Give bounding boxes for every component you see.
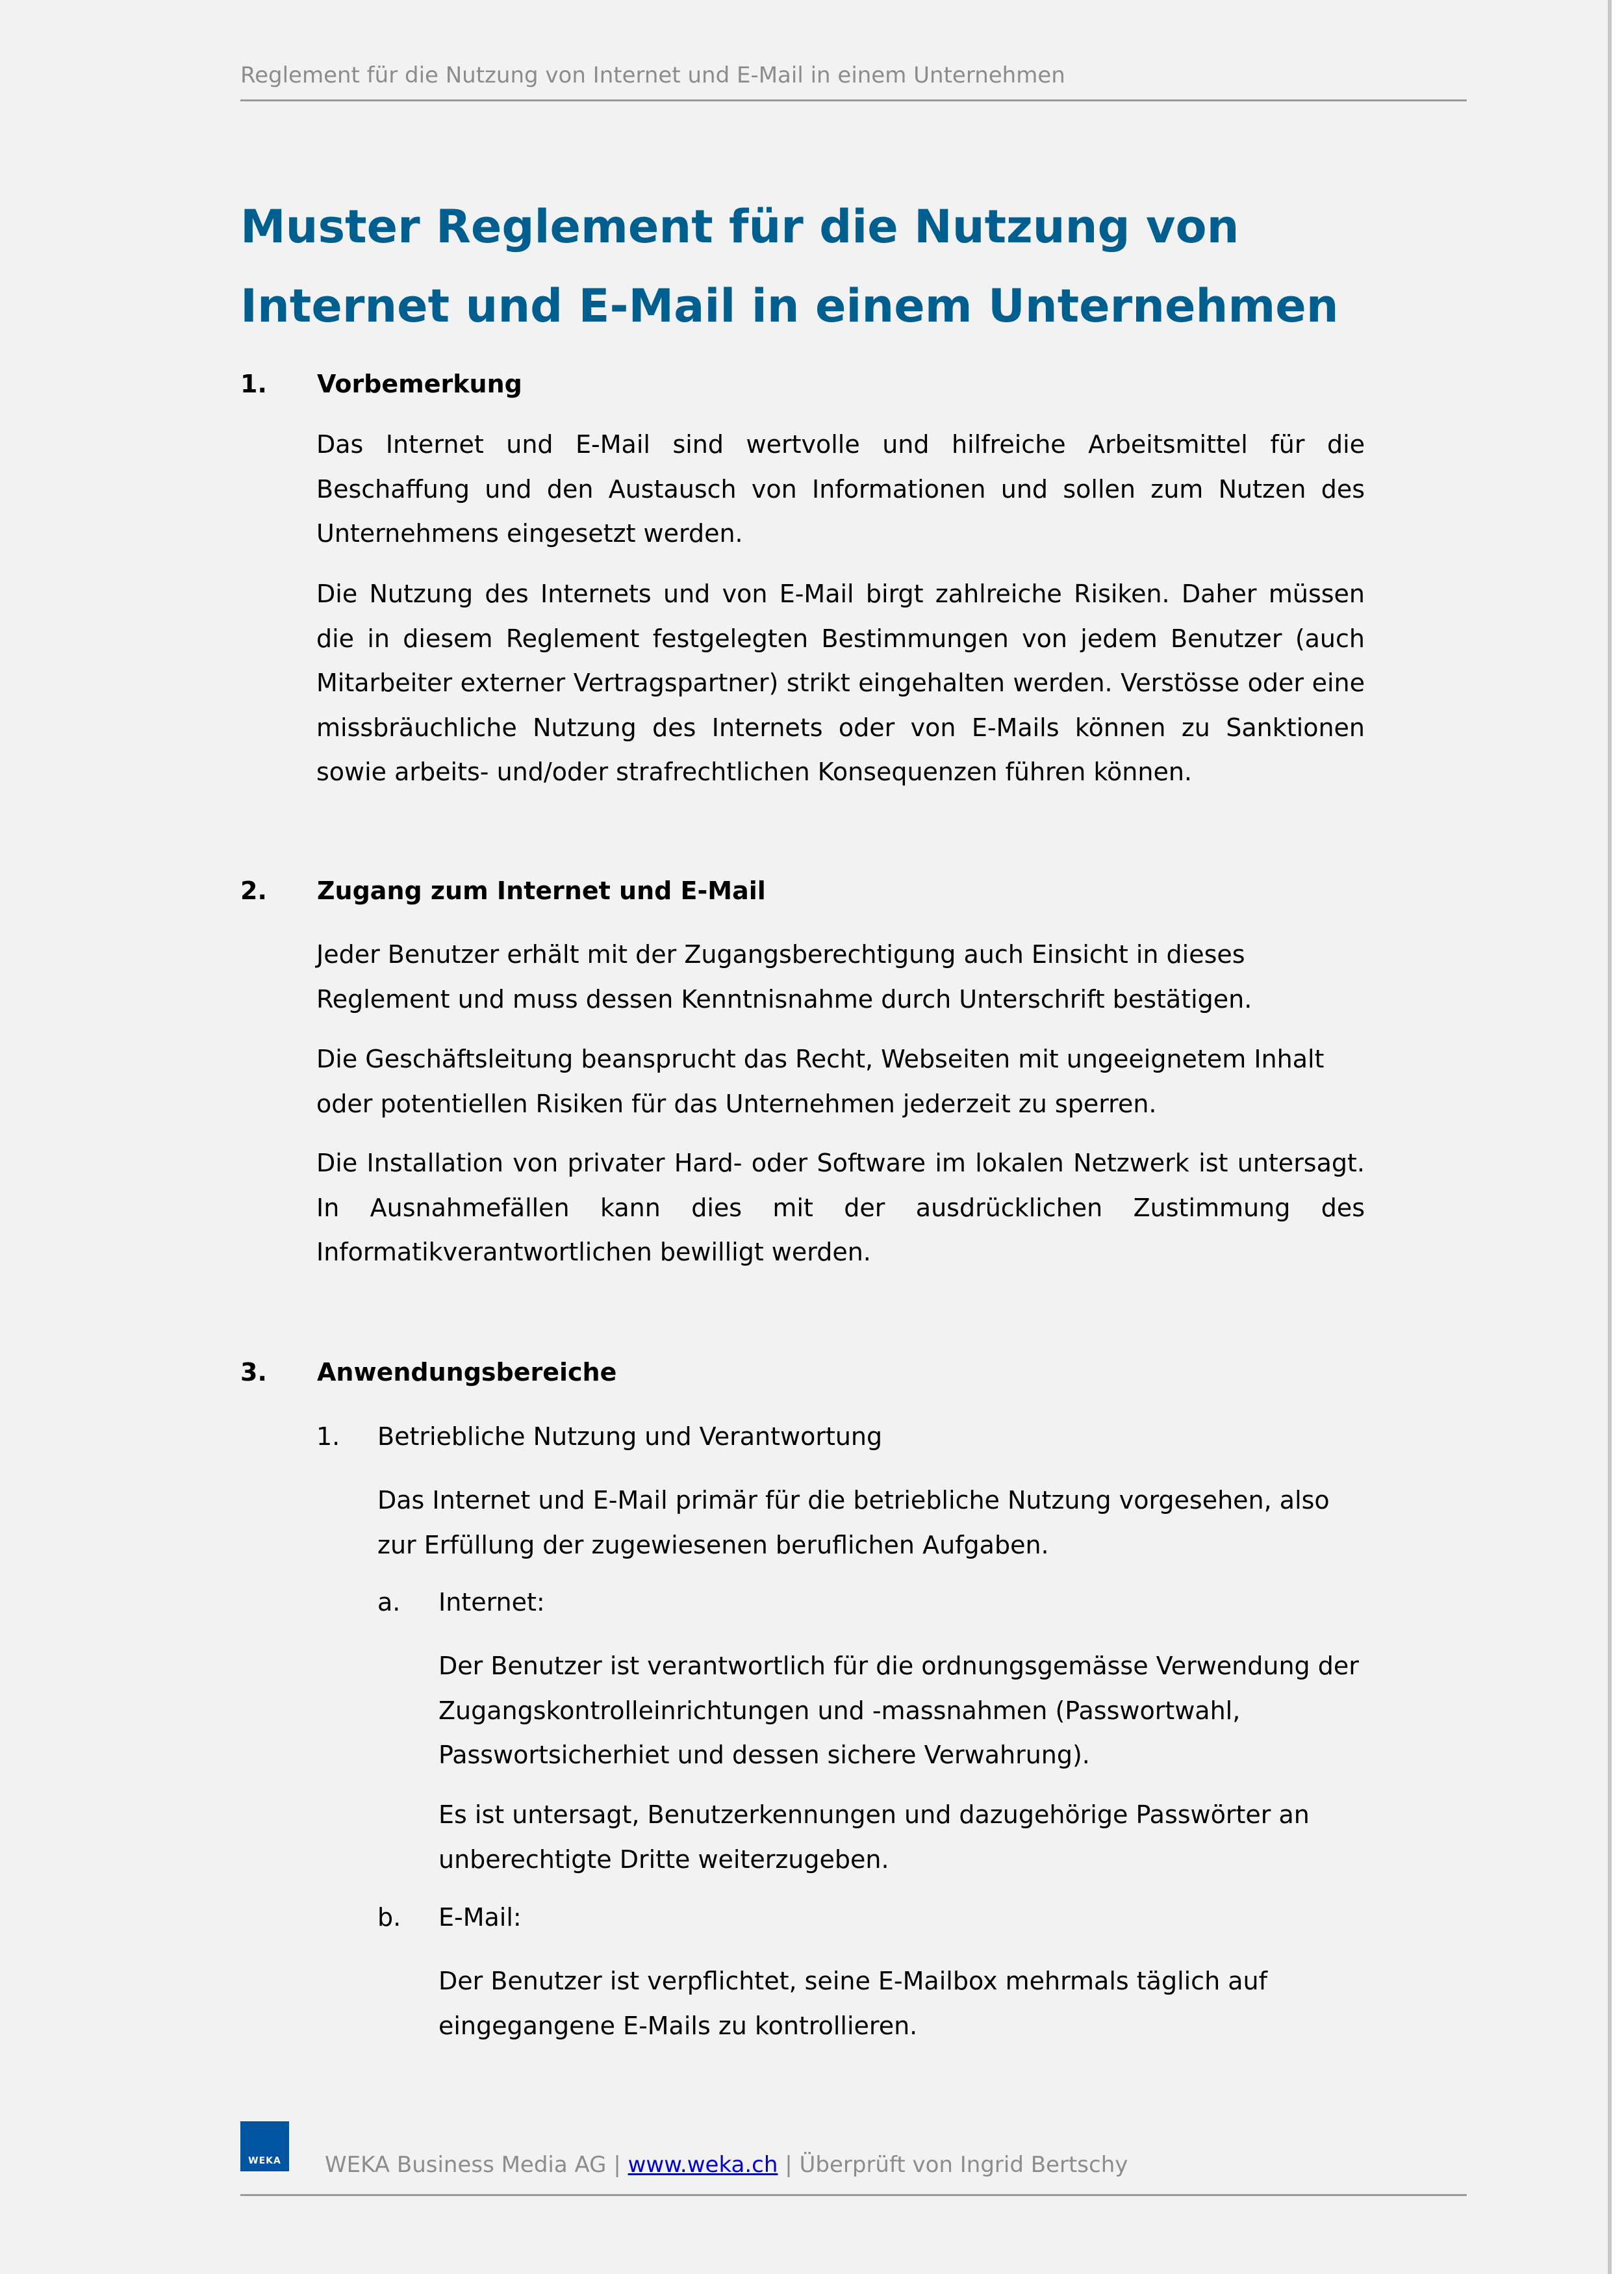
subsection-title: Betriebliche Nutzung und Verantwortung bbox=[377, 1422, 883, 1451]
weka-logo bbox=[240, 2121, 289, 2171]
document-title bbox=[240, 187, 1475, 346]
footer-company: WEKA Business Media AG | bbox=[325, 2152, 621, 2178]
item-b-heading bbox=[377, 1903, 522, 1932]
section-3-heading bbox=[240, 1358, 616, 1386]
section-number: 1. bbox=[240, 370, 267, 398]
section-2-paragraph-3: Die Installation von privater Hard- oder Software im lokalen Netzwerk ist untersagt. In Ausnahmefällen kann dies mit der ausdrücklichen Zustimmung des Informatikverantwortlichen bewilligt werden. bbox=[316, 1149, 1365, 1266]
section-2-heading bbox=[240, 876, 766, 905]
section-1-heading bbox=[240, 370, 522, 398]
footer-reviewer: | Überprüft von Ingrid Bertschy bbox=[785, 2152, 1128, 2178]
weka-logo-text: WEKA bbox=[248, 2156, 281, 2166]
section-1-paragraph-1: Das Internet und E-Mail sind wertvolle und hilfreiche Arbeitsmittel für die Beschaffung und den Austausch von Informationen und sollen zum Nutzen des Unternehmens eingesetzt werden. bbox=[316, 430, 1365, 548]
item-letter: b. bbox=[377, 1903, 401, 1932]
item-a-paragraph-1: Der Benutzer ist verantwortlich für die ordnungsgemässe Verwendung der Zugangskontrolleinrichtungen und -massnahmen (Passwortwahl, Passwortsicherhiet und dessen sichere Verwahrung). bbox=[438, 1652, 1359, 1769]
footer-divider bbox=[240, 2194, 1467, 2196]
item-letter: a. bbox=[377, 1588, 401, 1616]
document-title-line-1: Muster Reglement für die Nutzung von bbox=[240, 200, 1239, 253]
subsection-1-paragraph: Das Internet und E-Mail primär für die betriebliche Nutzung vorgesehen, also zur Erfüllung der zugewiesenen beruflichen Aufgaben. bbox=[377, 1486, 1330, 1559]
section-number: 3. bbox=[240, 1358, 267, 1386]
section-title: Anwendungsbereiche bbox=[317, 1358, 617, 1386]
item-a-heading bbox=[377, 1588, 545, 1616]
header-divider bbox=[240, 99, 1467, 101]
subsection-number: 1. bbox=[316, 1422, 340, 1451]
page-edge-shadow bbox=[1608, 0, 1612, 2274]
running-header: Reglement für die Nutzung von Internet und E-Mail in einem Unternehmen bbox=[240, 62, 1065, 88]
subsection-1-heading bbox=[316, 1422, 882, 1451]
item-title: E-Mail: bbox=[438, 1903, 522, 1932]
section-2-paragraph-1: Jeder Benutzer erhält mit der Zugangsberechtigung auch Einsicht in dieses Reglement und muss dessen Kenntnisnahme durch Unterschrift bestätigen. bbox=[316, 940, 1252, 1014]
document-title-line-2: Internet und E-Mail in einem Unternehmen bbox=[240, 279, 1339, 333]
section-title: Vorbemerkung bbox=[317, 370, 522, 398]
item-a-paragraph-2: Es ist untersagt, Benutzerkennungen und dazugehörige Passwörter an unberechtigte Dritte weiterzugeben. bbox=[438, 1800, 1310, 1874]
item-title: Internet: bbox=[438, 1588, 545, 1616]
section-1-paragraph-2: Die Nutzung des Internets und von E-Mail birgt zahlreiche Risiken. Daher müssen die in diesem Reglement festgelegten Bestimmungen von jedem Benutzer (auch Mitarbeiter externer Vertragspartner) strikt eingehalten werden. Verstösse oder eine missbräuchliche Nutzung des Internets oder von E-Mails können zu Sanktionen sowie arbeits- und/oder strafrechtlichen Konsequenzen führen können. bbox=[316, 580, 1365, 786]
section-number: 2. bbox=[240, 876, 267, 905]
footer-text bbox=[325, 2152, 1128, 2178]
item-b-paragraph-1: Der Benutzer ist verpflichtet, seine E-Mailbox mehrmals täglich auf eingegangene E-Mails zu kontrollieren. bbox=[438, 1967, 1267, 2040]
section-title: Zugang zum Internet und E-Mail bbox=[317, 876, 766, 905]
section-2-paragraph-2: Die Geschäftsleitung beansprucht das Recht, Webseiten mit ungeeignetem Inhalt oder potentiellen Risiken für das Unternehmen jederzeit zu sperren. bbox=[316, 1045, 1325, 1118]
weka-website-link[interactable]: www.weka.ch bbox=[628, 2152, 778, 2178]
